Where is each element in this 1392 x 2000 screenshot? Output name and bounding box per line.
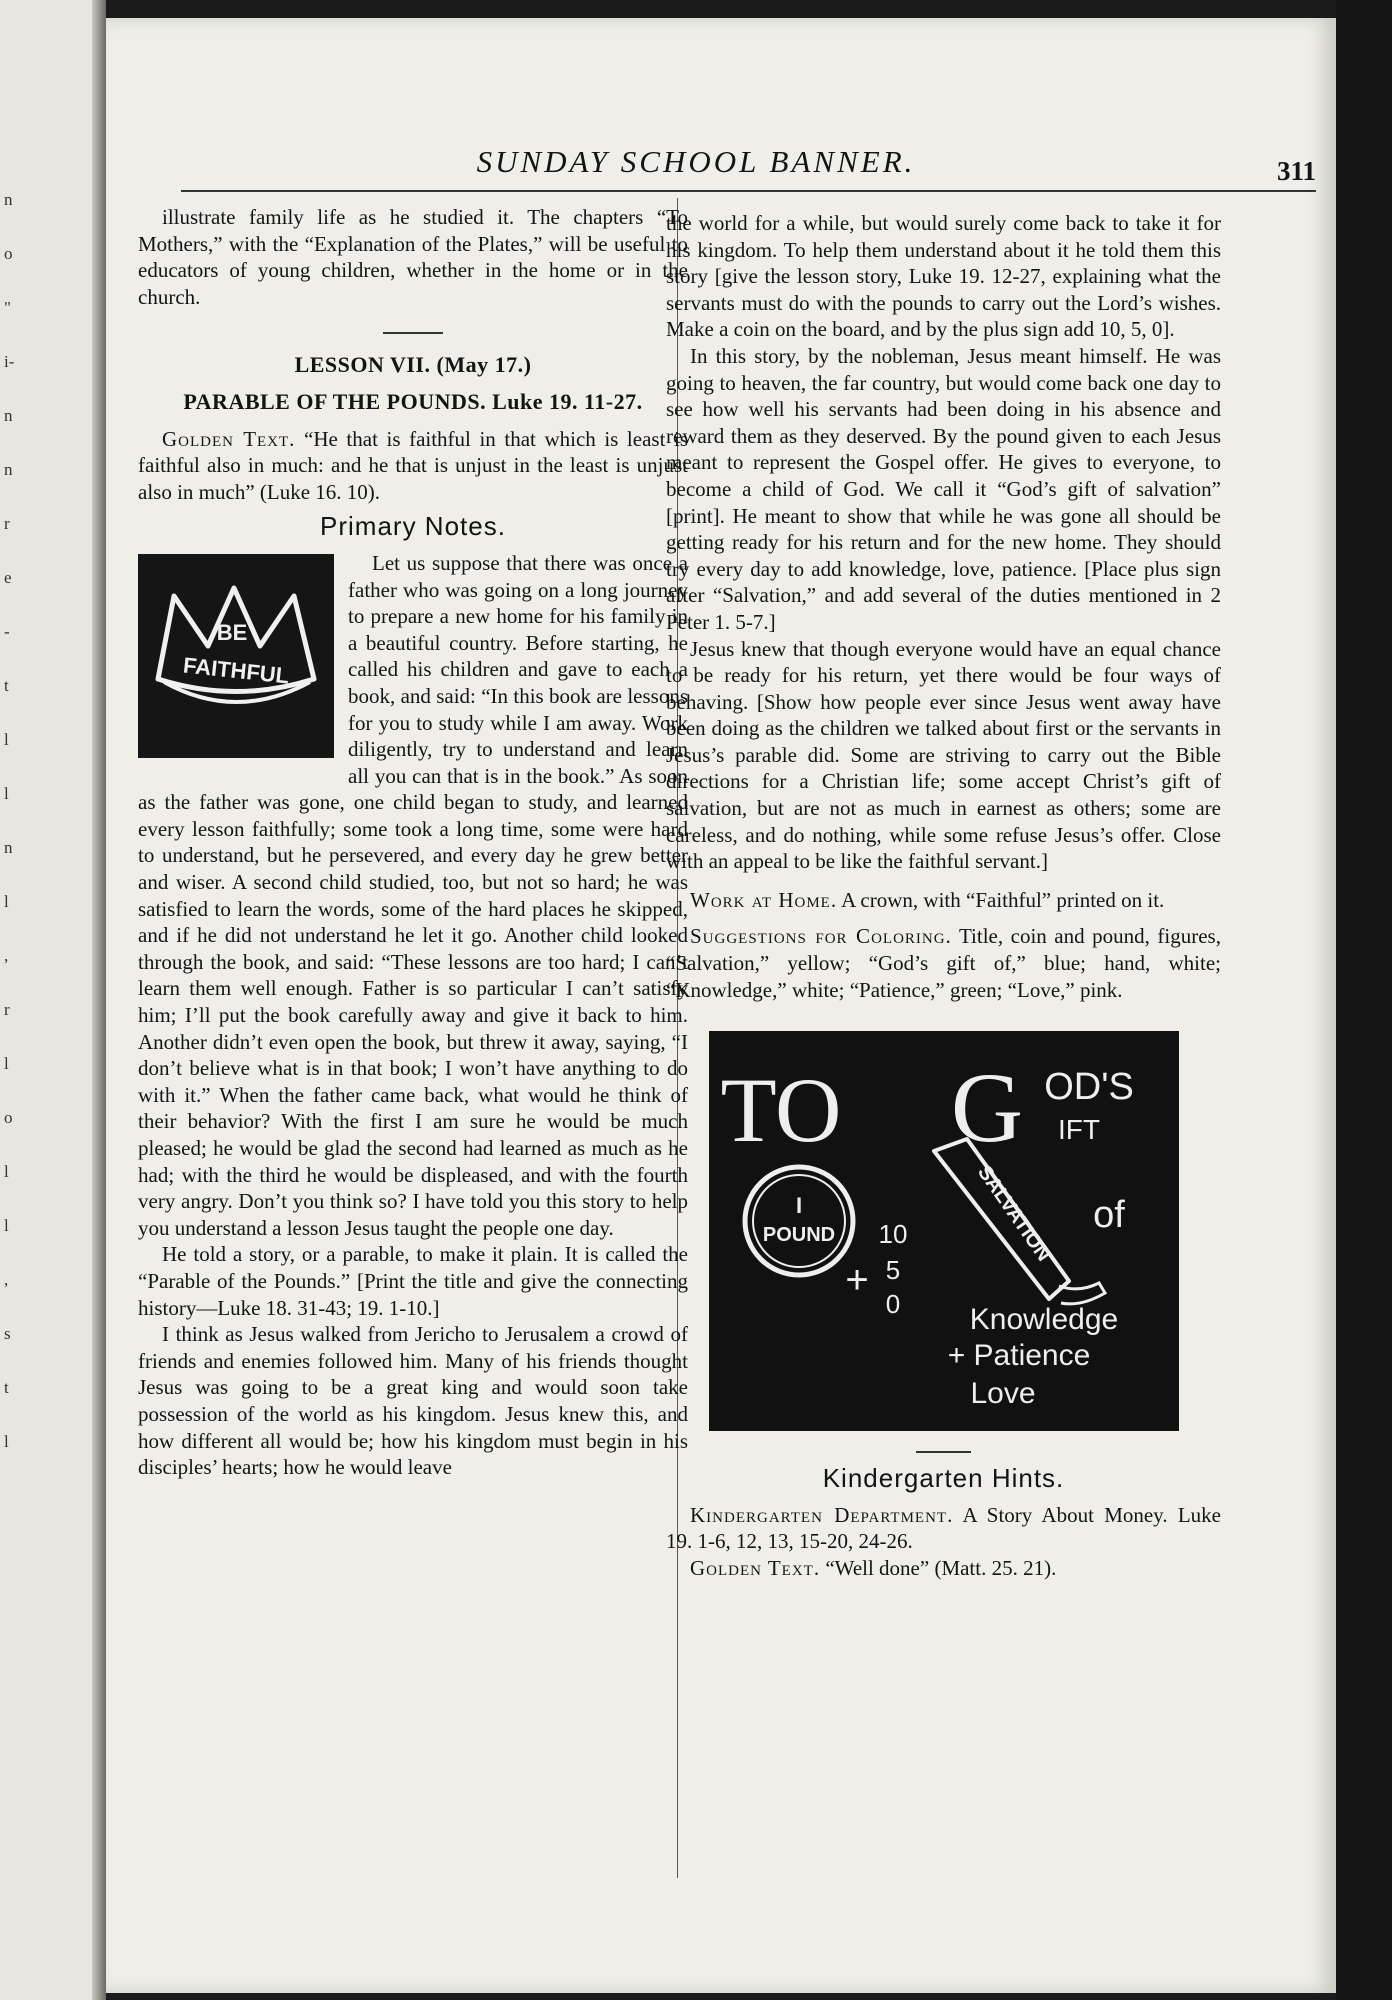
gutter-letter: l [4, 892, 9, 911]
primary-paragraph-2: He told a story, or a parable, to make it plain. It is called the “Parable of the Pounds.” [Print the title and give the connecting history—Luke 18. 31-43; 19. 1-10.] [138, 1242, 688, 1320]
golden-text-paragraph [138, 426, 688, 506]
right-paragraph-1: the world for a while, but would surely come back to take it for his kingdom. To help them understand about it he told them this story [give the lesson story, Luke 19. 12-27, explaining what the servants must do with the pounds to carry out the Lord’s wishes. Make a coin on the board, and by the plus sign add 10, 5, 0]. [666, 211, 1221, 342]
gutter-letter: - [4, 622, 10, 641]
gutter-letter: t [4, 1378, 9, 1397]
kindergarten-dept-label: Kindergarten Department. [690, 1502, 954, 1527]
gutter-letter: e [4, 568, 12, 587]
board-num-10: 10 [878, 1219, 907, 1250]
work-at-home-text: A crown, with “Faithful” printed on it. [841, 887, 1165, 912]
gutter-letter: l [4, 1432, 9, 1451]
page-header [181, 136, 1316, 196]
page-number: 311 [1276, 156, 1316, 186]
gutter-letter: l [4, 1216, 9, 1235]
kindergarten-golden-paragraph [666, 1555, 1221, 1582]
lesson-title: PARABLE OF THE POUNDS. Luke 19. 11-27. [183, 388, 643, 414]
lesson-heading: LESSON VII. (May 17.) [294, 352, 532, 378]
gutter-letter: o [4, 1108, 13, 1127]
work-at-home-label: Work at Home. [690, 887, 838, 912]
gutter-letter: s [4, 1324, 11, 1343]
right-column [666, 210, 1221, 1582]
gutter-letter: l [4, 730, 9, 749]
board-patience-text: + Patience [947, 1339, 1090, 1373]
primary-notes-heading: Primary Notes. [320, 511, 506, 542]
board-salvation-text: SALVATION [972, 1161, 1055, 1266]
coloring-text: Title, coin and pound, figures, “Salvation,” yellow; “God’s gift of,” blue; hand, white; “Knowledge,” white; “Patience,” green; “Love,” pink. [666, 924, 1221, 1002]
gutter-letter: t [4, 676, 9, 695]
coin-top-text: I [795, 1193, 802, 1219]
kindergarten-dept-paragraph [666, 1502, 1221, 1555]
left-page-gutter [0, 0, 100, 2000]
intro-paragraph: illustrate family life as he studied it. The chapters “To Mothers,” with the “Explanation of the Plates,” will be useful to educators of young children, whether in the home or in the church. [138, 205, 688, 309]
gutter-letter: r [4, 514, 10, 533]
coloring-paragraph [666, 923, 1221, 1003]
gutter-letter: r [4, 1000, 10, 1019]
right-paragraph-2: In this story, by the nobleman, Jesus meant himself. He was going to heaven, the far country, but would come back one day to see how well his servants had been doing in his absence and reward them as they deserved. By the pound given to each Jesus meant to represent the Gospel offer. He gives to everyone, to become a child of God. We call it “God’s gift of salvation” [print]. He meant to show that while he was gone all should be getting ready for his return and for the new home. They should try every day to add knowledge, love, patience. [Place plus sign after “Salvation,” and add several of the duties mentioned in 2 Peter 1. 5-7.] [666, 343, 1221, 634]
board-gift-text: IFT [1057, 1114, 1100, 1146]
golden-text: “He that is faithful in that which is least is faithful also in much: and he that is unjust in the least is unjust also in much” (Luke 16. 10). [138, 426, 689, 504]
gutter-letter: i- [4, 352, 15, 371]
gutter-letter: l [4, 1054, 9, 1073]
gutter-letter: n [4, 406, 13, 425]
board-num-5: 5 [885, 1255, 900, 1286]
gutter-letter: , [4, 946, 9, 965]
kindergarten-golden-label: Golden Text. [690, 1556, 821, 1580]
gutter-letter: n [4, 838, 13, 857]
book-page [106, 18, 1336, 1993]
scan-border [1336, 0, 1392, 2000]
gutter-letter: l [4, 1162, 9, 1181]
kindergarten-dept-text: A Story About Money. Luke 19. 1-6, 12, 13, 15-20, 24-26. [666, 1502, 1222, 1554]
blackboard-illustration [709, 1031, 1179, 1431]
coloring-label: Suggestions for Coloring. [690, 924, 952, 949]
crown-icon [138, 554, 334, 758]
blackboard-drawing [709, 1031, 1179, 1431]
board-of-text: of [1092, 1194, 1125, 1237]
right-paragraph-3: Jesus knew that though everyone would have an equal chance to be ready for his return, yet there would be four ways of behaving. [Show how people ever since Jesus went away have been doing as the children we talked about first or the servants in Jesus’s parable did. Some are striving to carry out the Bible directions for a Christian life; some accept Christ’s gift of salvation, but are not as much in earnest as others; some are careless, and do nothing, while some refuse Jesus’s offer. Close with an appeal to be like the faithful servant.] [666, 636, 1221, 874]
gutter-letter: l [4, 784, 9, 803]
board-gods-text: OD'S [1043, 1066, 1134, 1109]
kindergarten-heading: Kindergarten Hints. [822, 1463, 1065, 1494]
coin-bottom-text: POUND [762, 1224, 835, 1247]
board-love-text: Love [969, 1377, 1036, 1411]
section-rule [383, 332, 443, 334]
crown-word-faithful: FAITHFUL [181, 652, 291, 689]
primary-paragraph-3: I think as Jesus walked from Jericho to Jerusalem a crowd of friends and enemies followed him. Many of his friends thought Jesus was going to be a great king and would soon take possession of the world as his kingdom. Jesus knew this, and how different all would be; how his kingdom must begin in his disciples’ hearts; how he would leave [138, 1322, 688, 1480]
header-rule [181, 190, 1316, 192]
crown-illustration [138, 554, 334, 758]
board-to-text: TO [720, 1059, 841, 1162]
golden-text-label: Golden Text. [162, 426, 296, 451]
binding-shadow [92, 0, 106, 2000]
gutter-letter: o [4, 244, 13, 263]
coin-icon [745, 1167, 853, 1275]
board-num-0: 0 [885, 1289, 900, 1320]
gutter-letter: " [4, 298, 11, 317]
board-big-g: G [950, 1052, 1023, 1164]
running-title: SUNDAY SCHOOL BANNER. [476, 144, 916, 179]
board-plus: + [844, 1258, 869, 1303]
gutter-letter: n [4, 190, 13, 209]
work-at-home-paragraph [666, 887, 1221, 914]
crown-word-be: BE [216, 619, 248, 645]
board-knowledge-text: Knowledge [969, 1303, 1118, 1337]
kindergarten-golden-text: “Well done” (Matt. 25. 21). [825, 1556, 1057, 1580]
gutter-letter: n [4, 460, 13, 479]
left-column [138, 204, 688, 1481]
gutter-letter: , [4, 1270, 9, 1289]
primary-paragraph-1: Let us suppose that there was once a father who was going on a long journey to prepare a new home for his family in a beautiful country. Before starting, he called his children and gave to each a book, and said: “In this book are lessons for you to study while I am away. Work diligently, try to understand and learn all you can that is in the book.” As soon as the father was gone, one child began to study, and learned every lesson faithfully; some took a long time, some were hard to understand, but he persevered, and every day he grew better and wiser. A second child studied, too, but not so hard; he was satisfied to learn the words, some of the hard places he skipped, and if he did not understand he let it go. Another child looked through the book, and said: “These lessons are too hard; I can’t learn them well enough. Father is so particular I can’t satisfy him; I’ll put the book carefully away and give it back to him. Another didn’t even open the book, but threw it away, saying, “I don’t believe what is in that book; I won’t have anything to do with it.” When the father came back, what would he think of their behavior? With the first I am sure he would be much pleased; he would be glad the second had learned as much as he had; with the third he would be displeased, and with the fourth very angry. Don’t you think so? I have told you this story to help you understand a lesson Jesus taught the people one day. [138, 550, 688, 1240]
kindergarten-rule [916, 1451, 971, 1453]
